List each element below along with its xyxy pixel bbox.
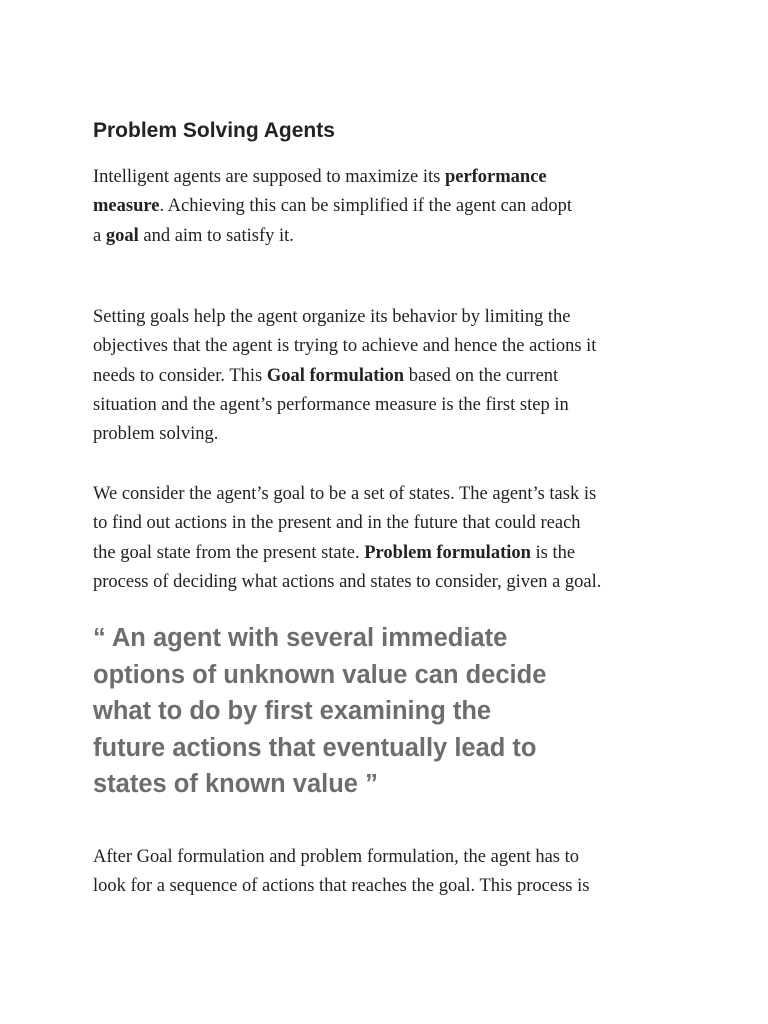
goal-setting-paragraph — [93, 303, 693, 449]
intro-text: and aim to satisfy it. — [138, 225, 294, 246]
performance-term: performance — [444, 167, 547, 187]
measure-term: measure — [93, 196, 160, 217]
pull-quote-line-4: future actions that eventually lead to — [93, 733, 537, 762]
intro-line-1 — [93, 163, 693, 192]
goal-setting-line-3 — [93, 362, 693, 391]
search-paragraph — [93, 843, 693, 902]
page-title: Problem Solving Agents — [93, 119, 335, 142]
problem-formulation-text: the goal state from the present state. — [93, 542, 365, 563]
problem-formulation-line-2: to find out actions in the present and in the future that could reach — [93, 513, 581, 534]
intro-line-2 — [93, 192, 693, 221]
goal-setting-text: based on the current — [404, 365, 559, 386]
pull-quote — [93, 620, 713, 803]
goal-setting-text: needs to consider. This — [93, 365, 267, 386]
goal-setting-line-2: objectives that the agent is trying to achieve and hence the actions it — [93, 336, 597, 357]
search-line-2: look for a sequence of actions that reaches the goal. This process is — [93, 876, 590, 897]
pull-quote-line-1: “ An agent with several immediate — [93, 624, 508, 652]
search-line-1: After Goal formulation and problem formulation, the agent has to — [93, 847, 580, 867]
problem-formulation-line-3 — [93, 539, 693, 568]
pull-quote-line-5: states of known value ” — [93, 770, 378, 799]
intro-text: Intelligent agents are supposed to maximize its — [93, 167, 445, 187]
pull-quote-line-3: what to do by first examining the — [93, 697, 492, 726]
problem-formulation-term: Problem formulation — [364, 542, 531, 563]
goal-term: goal — [105, 225, 139, 246]
goal-formulation-term: Goal formulation — [266, 365, 405, 386]
goal-setting-line-1: Setting goals help the agent organize its behavior by limiting the — [93, 307, 571, 327]
intro-text: . Achieving this can be simplified if the agent can adopt — [159, 196, 572, 217]
intro-line-3 — [93, 222, 693, 251]
problem-formulation-paragraph — [93, 480, 693, 597]
pull-quote-line-2: options of unknown value can decide — [93, 660, 547, 689]
intro-paragraph — [93, 163, 693, 251]
problem-formulation-text: is the — [530, 542, 576, 563]
problem-formulation-line-1: We consider the agent’s goal to be a set of states. The agent’s task is — [93, 484, 597, 504]
problem-formulation-line-4: process of deciding what actions and states to consider, given a goal. — [93, 571, 602, 592]
goal-setting-line-4: situation and the agent’s performance measure is the first step in — [93, 394, 569, 415]
intro-text: a — [93, 225, 106, 246]
goal-setting-line-5: problem solving. — [93, 424, 219, 445]
